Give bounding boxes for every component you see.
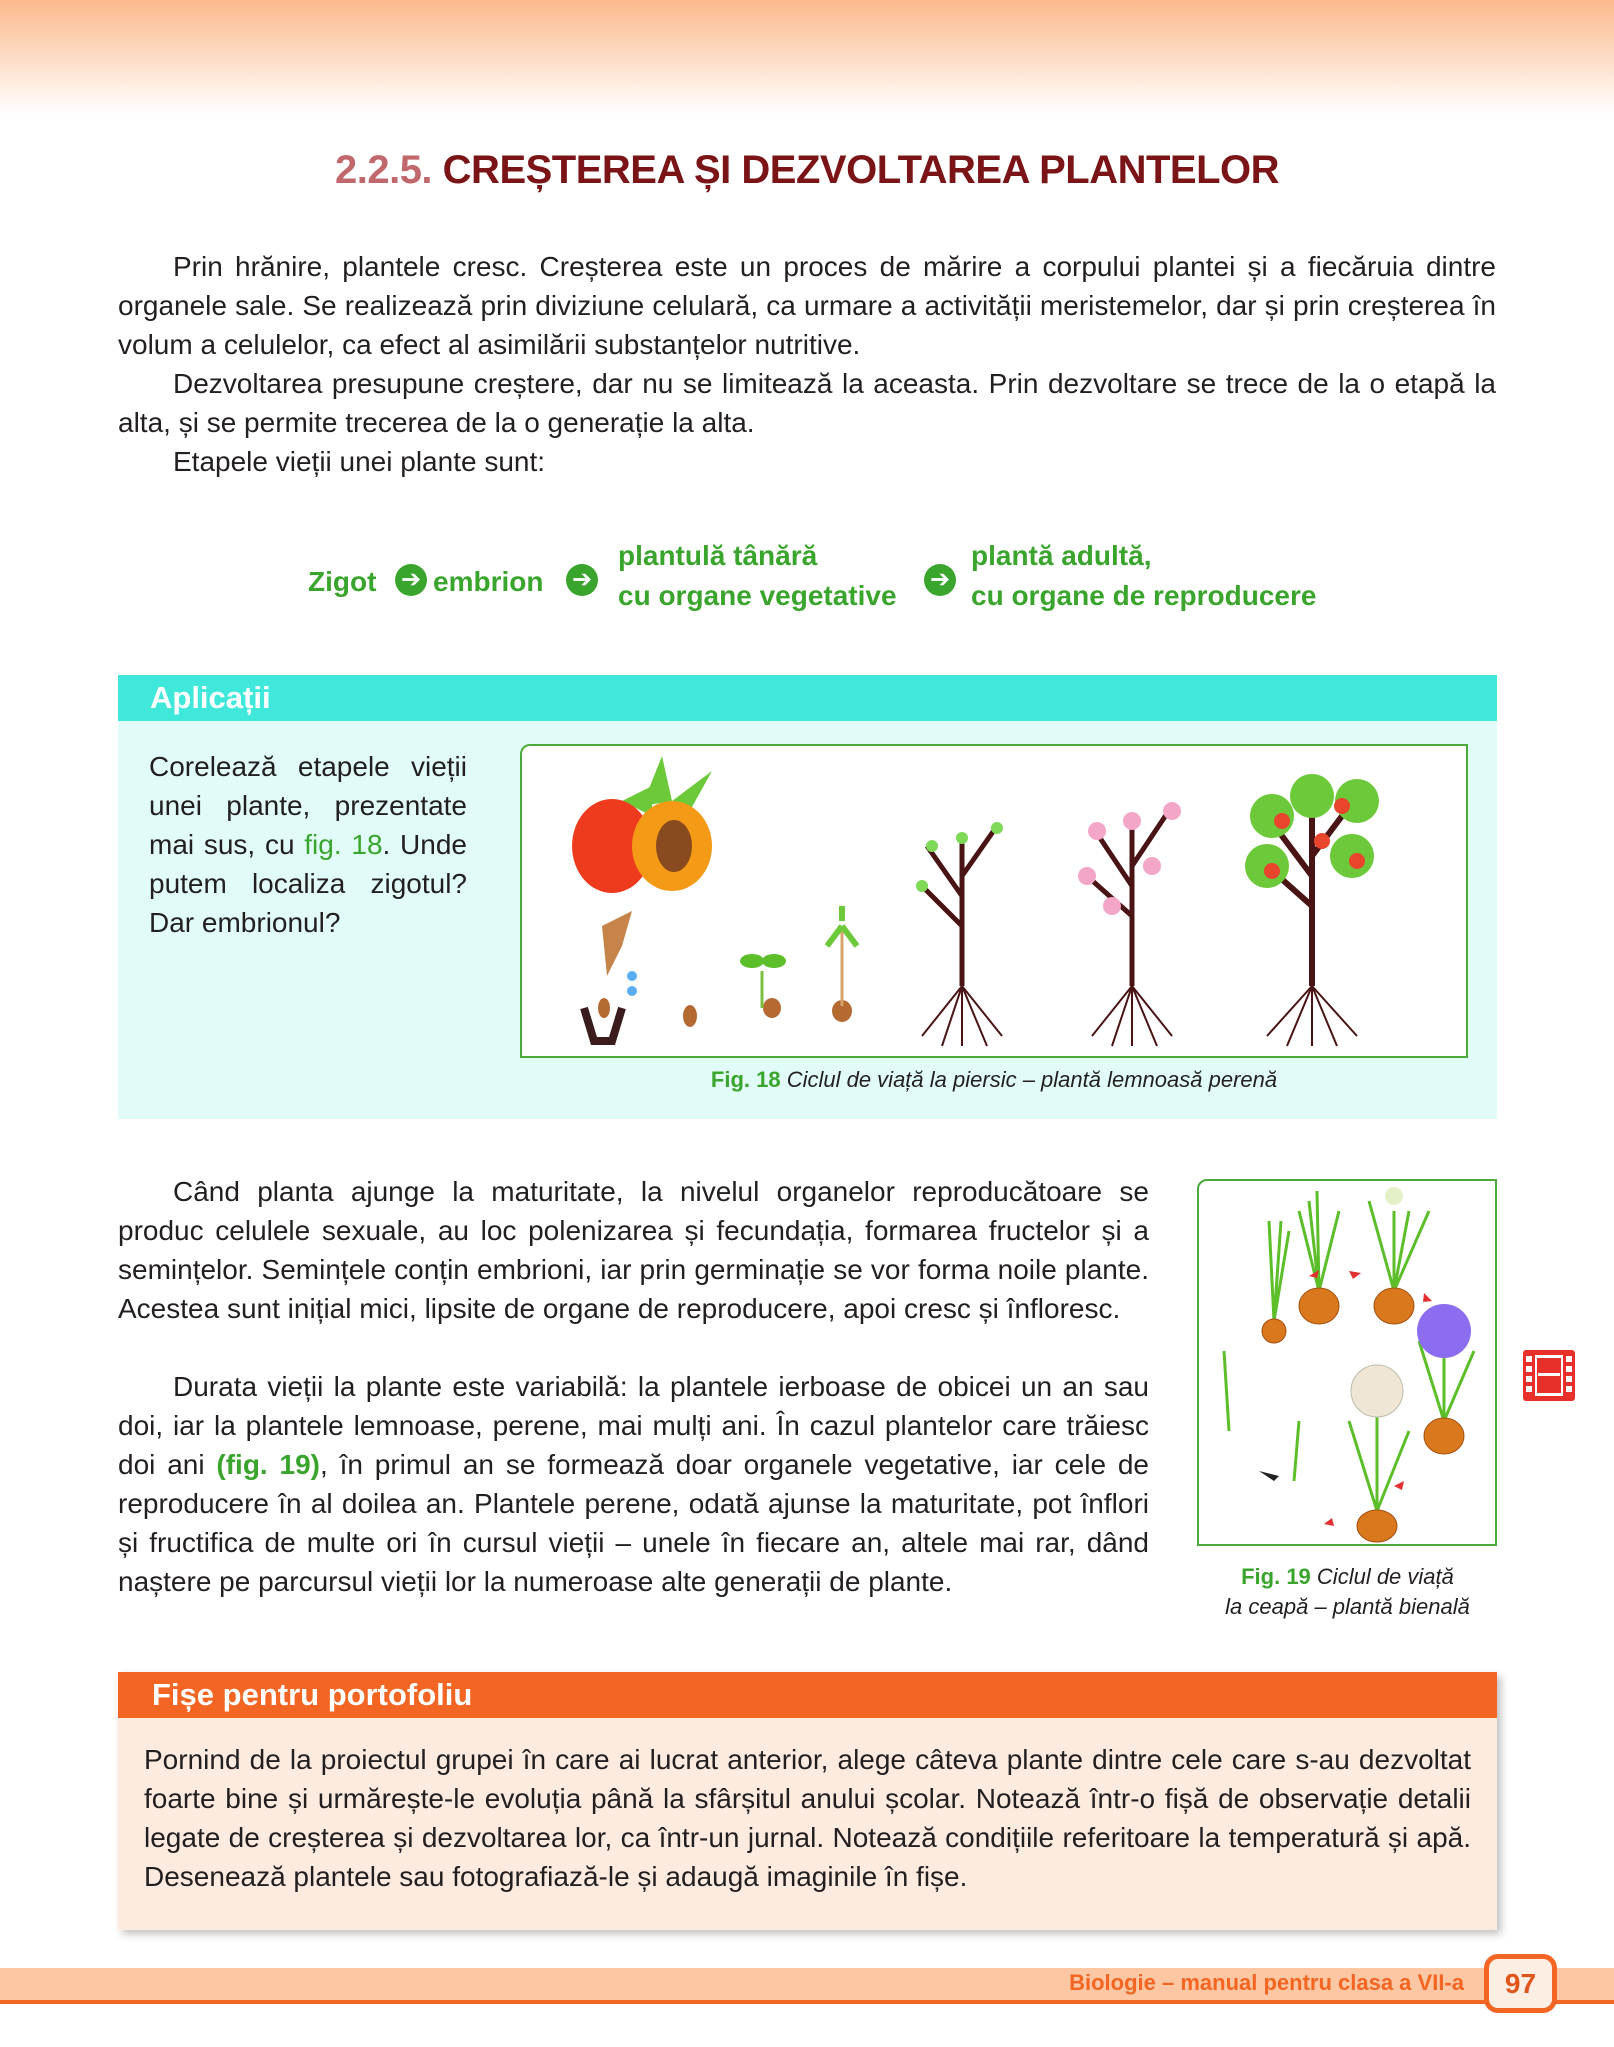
- fig19-caption: Fig. 19 Ciclul de viață la ceapă – plantă bienală: [1225, 1564, 1470, 1619]
- body-paragraph-1: Când planta ajunge la maturitate, la nivelul organelor reproducătoare se produc celulele sexuale, au loc polenizarea și fecundația, formarea fructelor și a semințelor. Semințele conțin embrioni, iar prin germinație se vor forma noile plante. Acestea sunt inițial mici, lipsite de organe de reproducere, apoi cresc și înfloresc.: [118, 1176, 1149, 1324]
- page-number: 97: [1484, 1954, 1557, 2013]
- stage-adult-plant: plantă adultă, cu organe de reproducere: [971, 540, 1317, 611]
- fig18-reference: fig. 18: [304, 829, 383, 860]
- body-paragraph-2: Durata vieții la plante este variabilă: la plantele ierboase de obicei un an sau doi, iar la plantele lemnoase, perene, mai mulți ani. În cazul plantelor care trăiesc doi ani (fig. 19), în primul an se formează doar organele vegetative, iar cele de reproducere în al doilea an. Plantele perene, odată ajunse la maturitate, pot înflori și fructifica de multe ori în cursul vieții – unele în fiecare an, altele mai rar, dând naștere pe parcursul vieții lor la numeroase alte generații de plante.: [118, 1371, 1149, 1597]
- stage-zygote: Zigot: [308, 566, 377, 597]
- page-title: 2.2.5. CREȘTEREA ȘI DEZVOLTAREA PLANTELOR: [334, 148, 1280, 192]
- stage-young-plant: plantulă tânără cu organe vegetative: [618, 540, 897, 611]
- intro-paragraph-2: Dezvoltarea presupune creștere, dar nu se limitează la aceasta. Prin dezvoltare se trece de la o etapă la alta, și se permite trecerea de la o generație la alta.: [118, 368, 1496, 438]
- arrow-right-icon: ➔: [395, 564, 427, 596]
- fig19-reference: (fig. 19): [216, 1449, 320, 1480]
- top-decoration: [0, 0, 1614, 115]
- portfolio-box: [118, 1672, 1497, 1930]
- intro-paragraph-1: Prin hrănire, plantele cresc. Creșterea este un proces de mărire a corpului plantei și a fiecăruia dintre organele sale. Se realizează prin diviziune celulară, ca urmare a activității meristemelor, dar și prin creșterea în volum a celulelor, ca efect al asimilării substanțelor nutritive.: [118, 251, 1496, 360]
- applications-box: [118, 675, 1497, 1119]
- applications-header: Aplicații: [118, 675, 1497, 721]
- fig19-image: [1197, 1179, 1497, 1546]
- book-title: Biologie – manual pentru clasa a VII-a: [1069, 1970, 1464, 1995]
- arrow-right-icon: ➔: [924, 564, 956, 596]
- portfolio-header: Fișe pentru portofoliu: [118, 1672, 1497, 1718]
- applications-question: Corelează etapele vieții unei plante, prezentate mai sus, cu fig. 18. Unde putem localiza zigotul? Dar embrionul?: [149, 751, 467, 938]
- onion-life-cycle-illustration: [1199, 1181, 1495, 1544]
- fig18-image: [520, 744, 1468, 1058]
- intro-paragraph-3: Etapele vieții unei plante sunt:: [173, 446, 546, 477]
- arrow-right-icon: ➔: [566, 564, 598, 596]
- video-icon[interactable]: [1523, 1350, 1575, 1401]
- portfolio-text: Pornind de la proiectul grupei în care ai lucrat anterior, alege câteva plante dintre cele care s-au dezvoltat foarte bine și urmărește-le evoluția până la sfârșitul anului școlar. Notează într-o fișă de observație detalii legate de creșterea și dezvoltarea lor, ca într-un jurnal. Notează condițiile referitoare la temperatură și apă. Desenează plantele sau fotografiază-le și adaugă imaginile în fișe.: [144, 1744, 1471, 1892]
- peach-life-cycle-illustration: [522, 746, 1466, 1056]
- stage-embryo: embrion: [433, 566, 544, 597]
- fig18-caption: Fig. 18 Ciclul de viață la piersic – plantă lemnoasă perenă: [710, 1067, 1278, 1092]
